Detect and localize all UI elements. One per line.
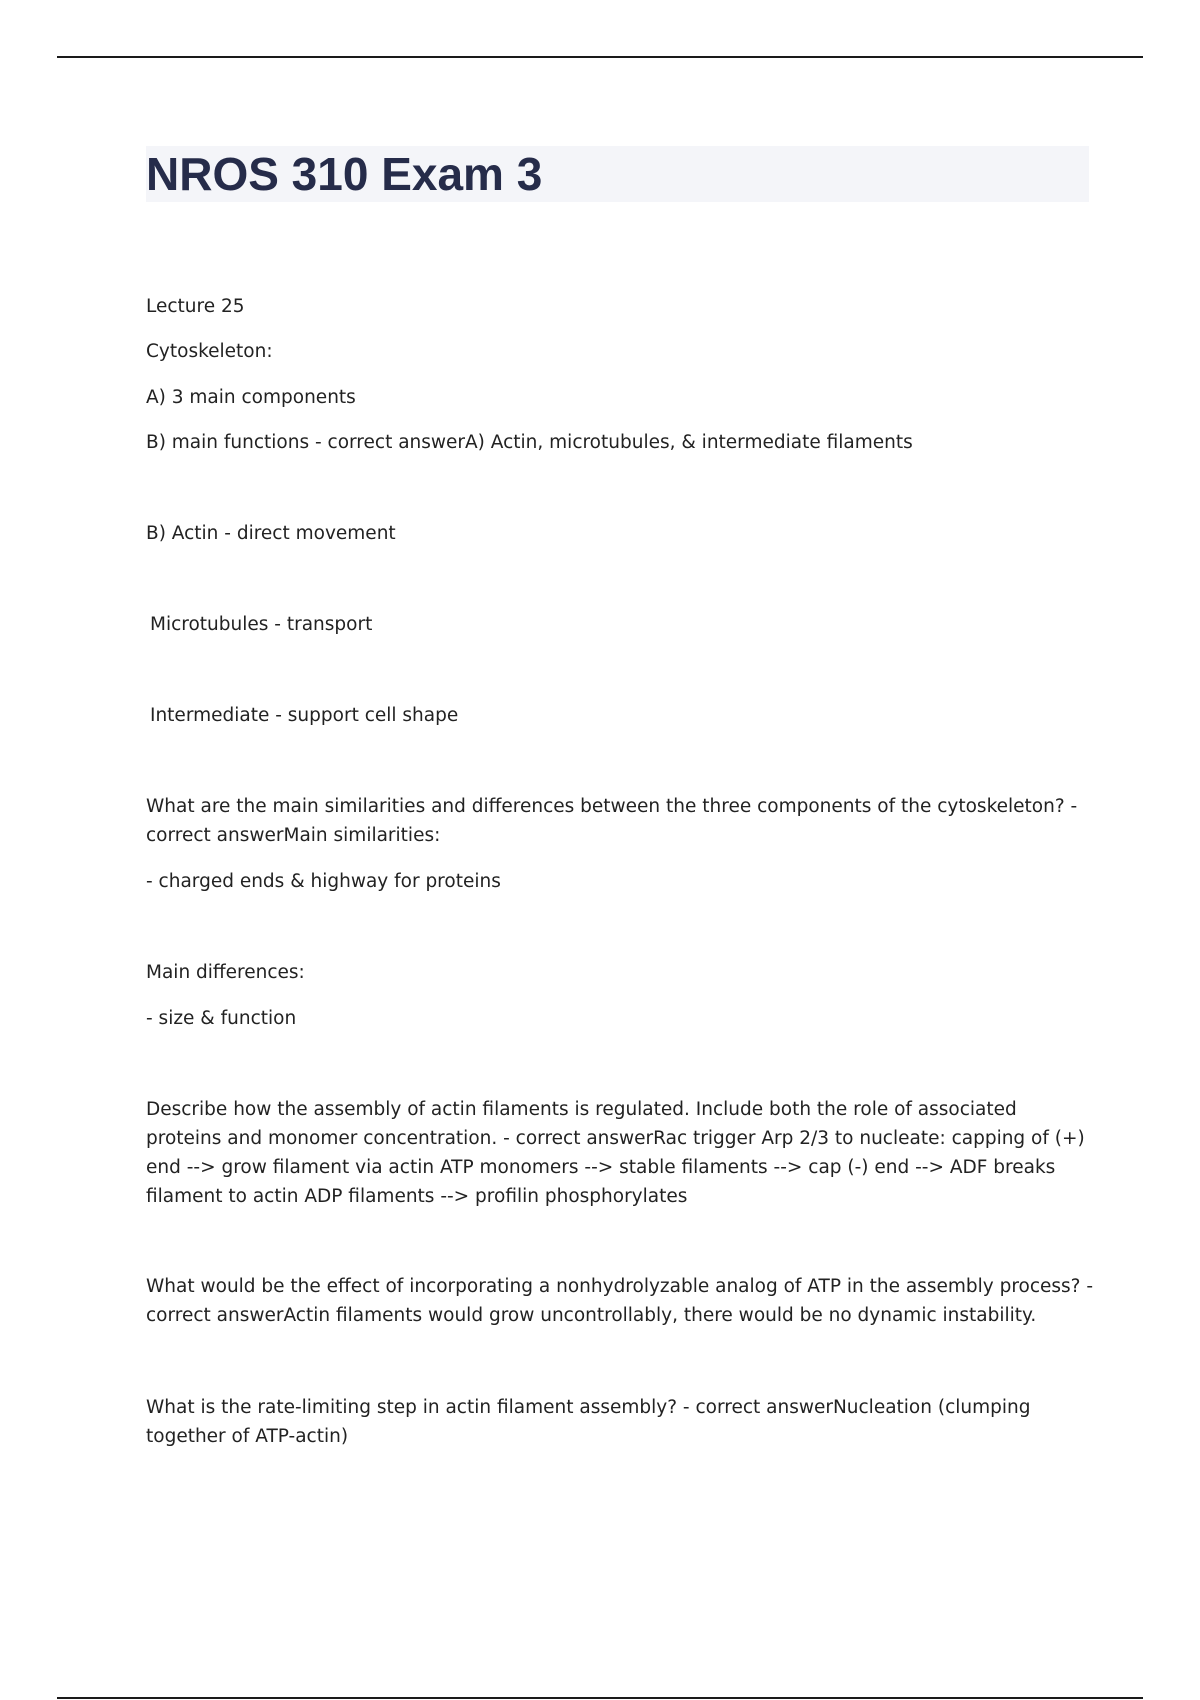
line-microtubules: Microtubules - transport xyxy=(150,614,373,635)
line-main-functions: B) main functions - correct answerA) Actin, microtubules, & intermediate filaments xyxy=(146,432,913,453)
line-main-differences: Main differences: xyxy=(146,962,305,983)
question-rate-limiting: What is the rate-limiting step in actin filament assembly? - correct answerNucleation (clumping together of ATP-actin) xyxy=(146,1397,1031,1447)
top-divider xyxy=(57,56,1143,58)
question-atp-analog: What would be the effect of incorporating a nonhydrolyzable analog of ATP in the assembly process? - correct answerActin filaments would grow uncontrollably, there would be no dynamic instability. xyxy=(146,1276,1094,1326)
line-charged-ends: - charged ends & highway for proteins xyxy=(146,871,501,892)
line-actin: B) Actin - direct movement xyxy=(146,523,396,544)
line-lecture: Lecture 25 xyxy=(146,296,245,317)
document-title: NROS 310 Exam 3 xyxy=(146,148,543,200)
line-size-function: - size & function xyxy=(146,1008,297,1029)
line-intermediate: Intermediate - support cell shape xyxy=(150,705,459,726)
question-similarities: What are the main similarities and differences between the three components of the cytoskeleton? - correct answerMain similarities: xyxy=(146,796,1078,846)
line-main-components: A) 3 main components xyxy=(146,387,356,408)
question-actin-assembly: Describe how the assembly of actin filaments is regulated. Include both the role of associated proteins and monomer concentration. - correct answerRac trigger Arp 2/3 to nucleate: capping of (+) end --> grow filament via actin ATP monomers --> stable filaments --> cap (-) end --> ADF breaks filament to actin ADP filaments --> profilin phosphorylates xyxy=(146,1099,1085,1207)
line-cytoskeleton: Cytoskeleton: xyxy=(146,341,273,362)
bottom-divider xyxy=(57,1697,1143,1699)
